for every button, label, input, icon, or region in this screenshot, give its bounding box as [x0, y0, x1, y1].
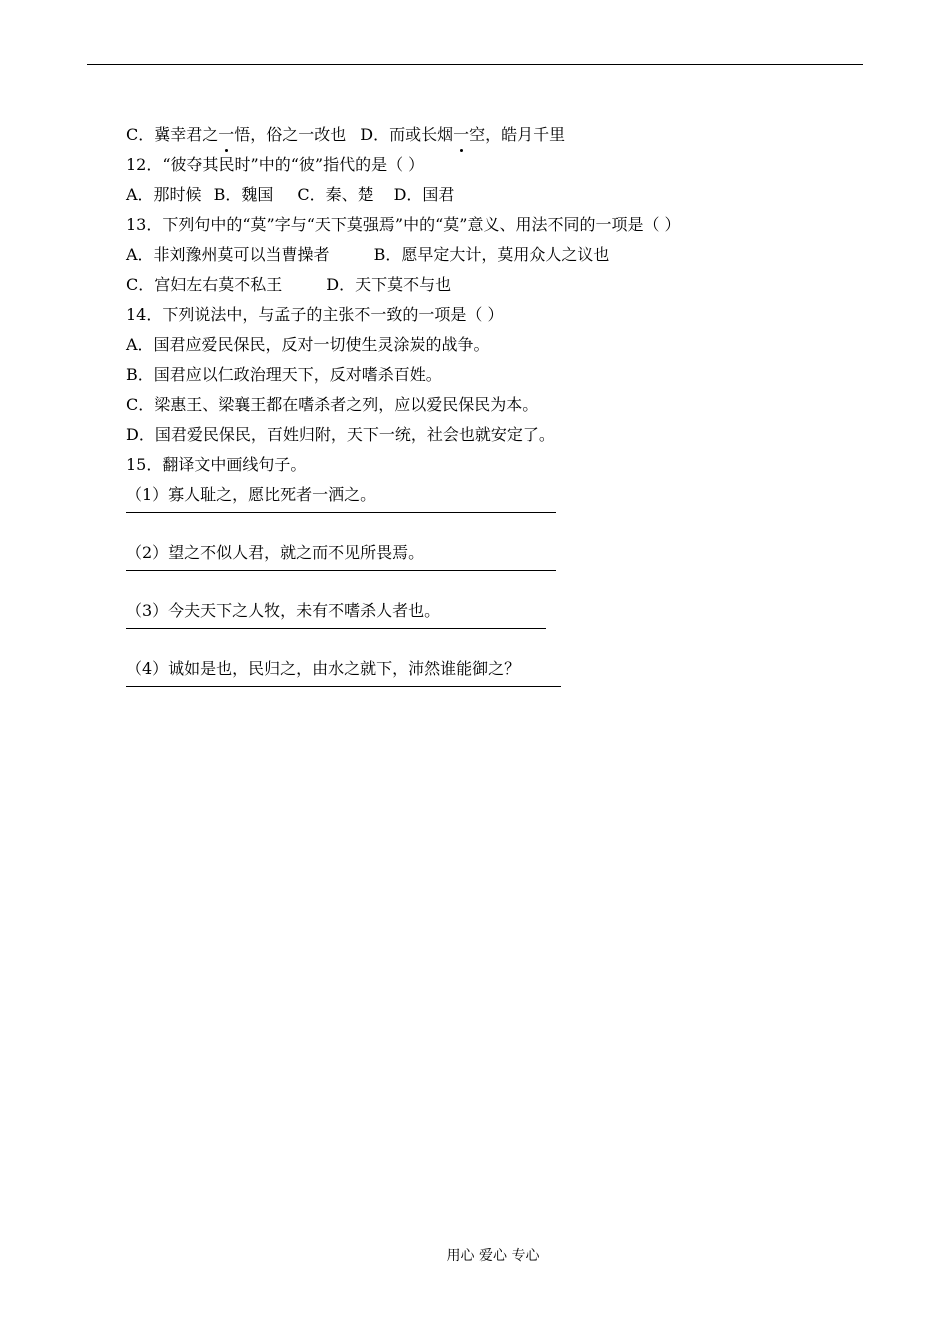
q12-option-b: B．魏国 [213, 185, 274, 204]
q12-stem: 12．“彼夺其民时”中的“彼”指代的是（ ） [126, 155, 425, 174]
q11-option-c-suffix: 悟，俗之一改也 [234, 125, 347, 144]
q14-option-a: A．国君应爱民保民，反对一切使生灵涂炭的战争。 [126, 335, 490, 354]
q13-option-c: C．宫妇左右莫不私王 [126, 275, 283, 294]
q12-option-d: D．国君 [393, 185, 455, 204]
q14-stem: 14．下列说法中，与孟子的主张不一致的一项是（ ） [126, 305, 504, 324]
q13-option-b: B．愿早定大计，莫用众人之议也 [373, 245, 610, 264]
q12-option-a: A．那时候 [126, 185, 202, 204]
q11-option-d-dotted-char: 一 [453, 120, 469, 150]
q15-item-2: （2）望之不似人君，就之而不见所畏焉。 [126, 543, 425, 562]
q15-answer-line-2[interactable] [126, 568, 866, 596]
q13-stem: 13．下列句中的“莫”字与“天下莫强焉”中的“莫”意义、用法不同的一项是（ ） [126, 215, 681, 234]
q15-answer-line-4[interactable] [126, 684, 866, 712]
q11-option-c-prefix: C．冀幸君之 [126, 125, 219, 144]
q13-option-a: A．非刘豫州莫可以当曹操者 [126, 245, 330, 264]
header-rule [87, 64, 863, 65]
document-body [126, 120, 866, 712]
q11-option-d-suffix: 空，皓月千里 [469, 125, 566, 144]
q15-answer-line-3[interactable] [126, 626, 866, 654]
q15-item-3: （3）今夫天下之人牧，未有不嗜杀人者也。 [126, 601, 441, 620]
q13-options-ab [126, 240, 866, 270]
q15-item-1: （1）寡人耻之，愿比死者一洒之。 [126, 485, 377, 504]
q14-option-c: C．梁惠王、梁襄王都在嗜杀者之列，应以爱民保民为本。 [126, 395, 539, 414]
q15-answer-line-1[interactable] [126, 510, 866, 538]
q11-option-c-dotted-char: 一 [218, 120, 234, 150]
q14-option-b: B．国君应以仁政治理天下，反对嗜杀百姓。 [126, 365, 442, 384]
q12-options [126, 180, 866, 210]
q11-option-d-prefix: D．而或长烟 [360, 125, 454, 144]
q14-option-d: D．国君爱民保民，百姓归附，天下一统，社会也就安定了。 [126, 425, 555, 444]
q15-item-4: （4）诚如是也，民归之，由水之就下，沛然谁能御之？ [126, 659, 521, 678]
q13-option-d: D．天下莫不与也 [326, 275, 452, 294]
page-footer: 用心 爱心 专心 [446, 1248, 540, 1264]
q12-option-c: C．秦、楚 [297, 185, 374, 204]
q13-options-cd [126, 270, 866, 300]
q15-stem: 15．翻译文中画线句子。 [126, 455, 307, 474]
q11-options-cd [126, 120, 866, 150]
